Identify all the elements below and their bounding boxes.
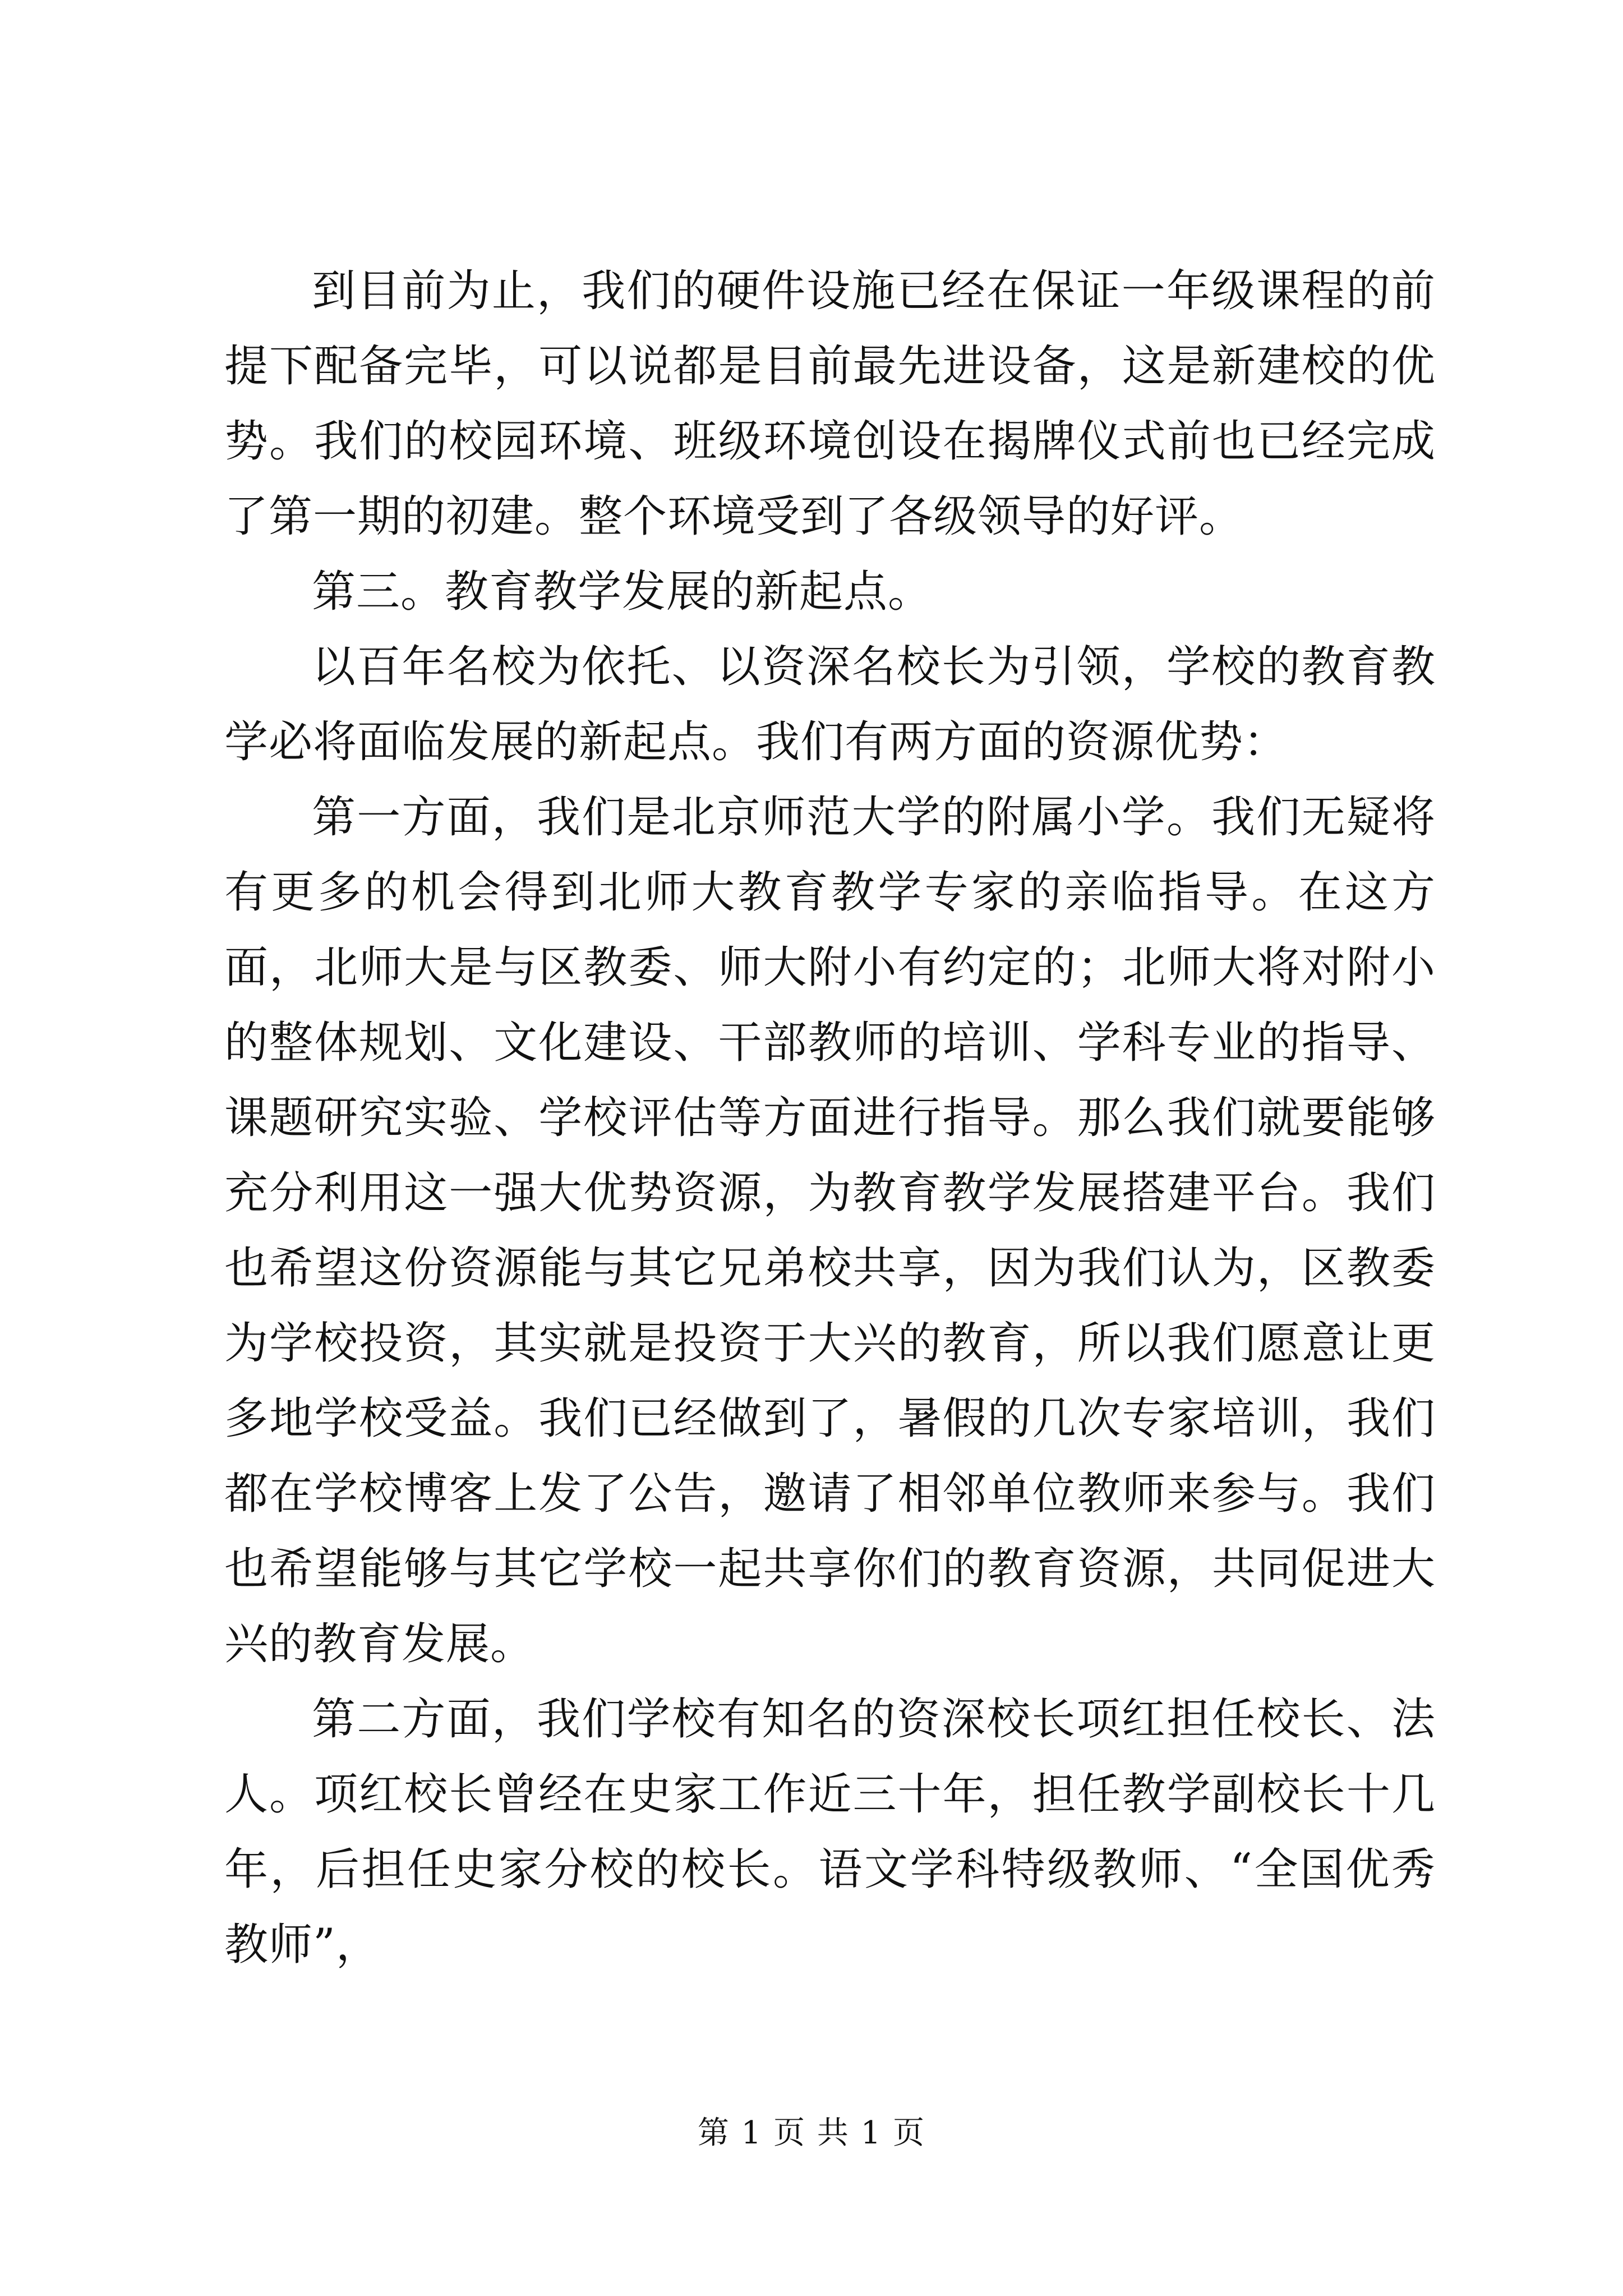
paragraph-section-three-heading: 第三。教育教学发展的新起点。 [312, 567, 933, 617]
page-footer: 第 1 页 共 1 页 [697, 2115, 926, 2151]
document-body [224, 254, 1436, 1982]
paragraph-hardware: 到目前为止，我们的硬件设施已经在保证一年级课程的前提下配备完毕，可以说都是目前最先进设备，这是新建校的优势。我们的校园环境、班级环境创设在揭牌仪式前也已经完成了第一期的初建。整个环境受到了各级领导的好评。 [224, 266, 1436, 542]
paragraph-first-aspect: 第一方面，我们是北京师范大学的附属小学。我们无疑将有更多的机会得到北师大教育教学专家的亲临指导。在这方面，北师大是与区教委、师大附小有约定的；北师大将对附小的整体规划、文化建设、干部教师的培训、学科专业的指导、课题研究实验、学校评估等方面进行指导。那么我们就要能够充分利用这一强大优势资源，为教育教学发展搭建平台。我们也希望这份资源能与其它兄弟校共享，因为我们认为，区教委为学校投资，其实就是投资于大兴的教育，所以我们愿意让更多地学校受益。我们已经做到了，暑假的几次专家培训，我们都在学校博客上发了公告，邀请了相邻单位教师来参与。我们也希望能够与其它学校一起共享你们的教育资源，共同促进大兴的教育发展。 [224, 792, 1436, 1669]
paragraph-second-aspect: 第二方面，我们学校有知名的资深校长项红担任校长、法人。项红校长曾经在史家工作近三十年，担任教学副校长十几年，后担任史家分校的校长。语文学科特级教师、“全国优秀教师”， [224, 1694, 1436, 1970]
paragraph-resource-intro: 以百年名校为依托、以资深名校长为引领，学校的教育教学必将面临发展的新起点。我们有两方面的资源优势： [224, 642, 1436, 767]
